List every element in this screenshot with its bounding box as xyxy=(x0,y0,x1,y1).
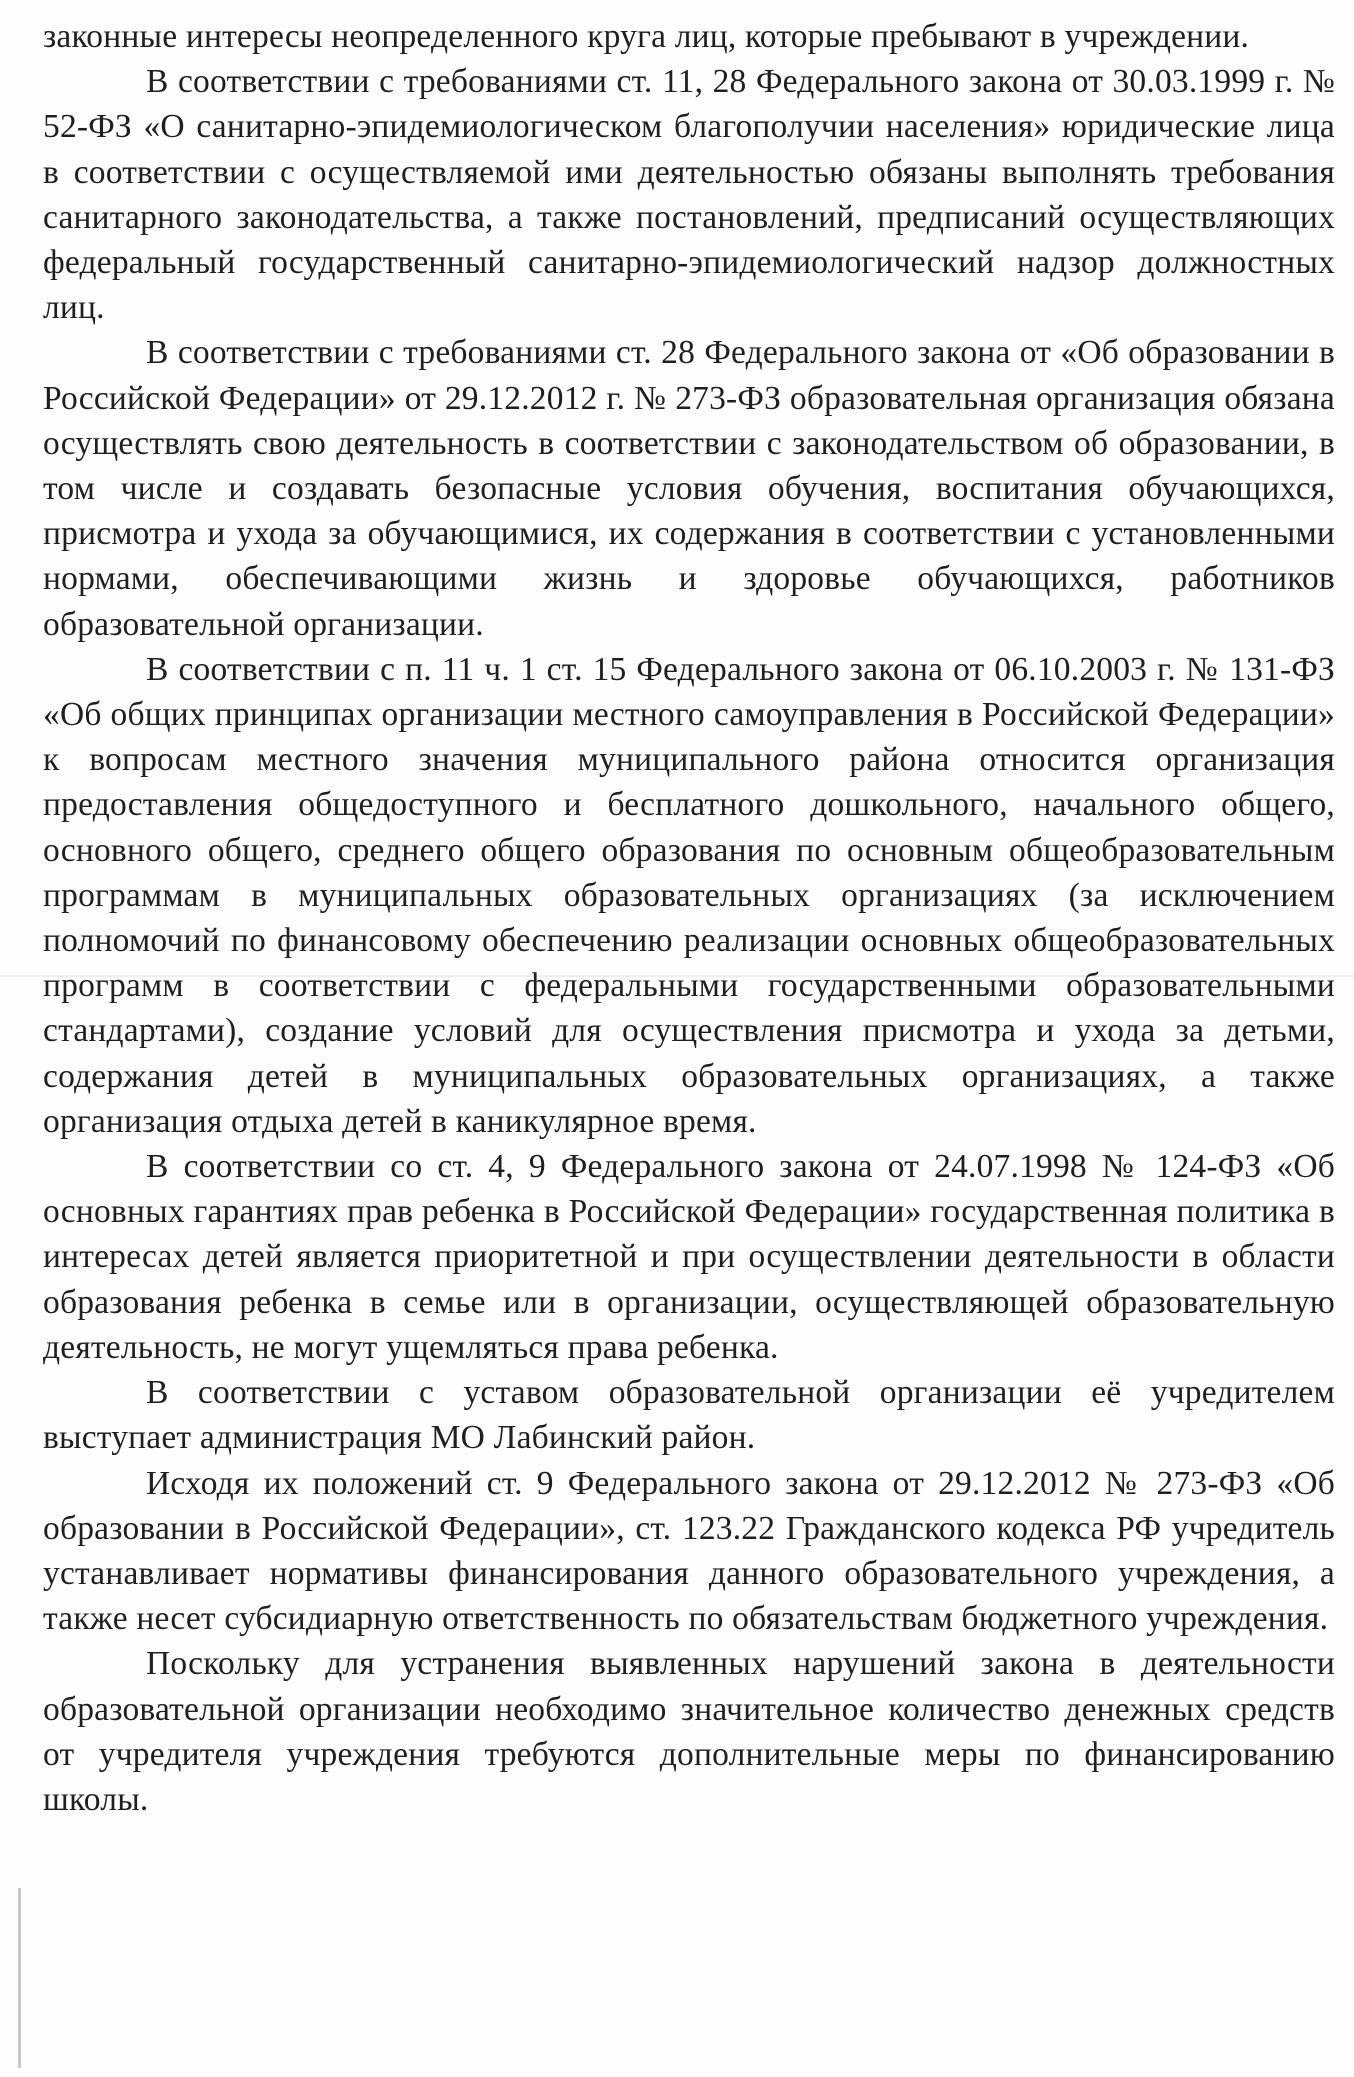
paragraph-financing-standards: Исходя их положений ст. 9 Федерального закона от 29.12.2012 № 273-ФЗ «Об образовании в Российской Федерации», ст. 123.22 Гражданского кодекса РФ учредитель устанавливает нормативы финансирования данного образовательного учреждения, а также несет субсидиарную ответственность по обязательствам бюджетного учреждения. xyxy=(43,1464,1335,1638)
paragraph-education-law: В соответствии с требованиями ст. 28 Федерального закона от «Об образовании в Российской Федерации» от 29.12.2012 г. № 273-ФЗ образовательная организация обязана осуществлять свою деятельность в соответствии с законодательством об образовании, в том числе и создавать безопасные условия обучения, воспитания обучающихся, присмотра и ухода за обучающимися, их содержания в соответствии с установленными нормами, обеспечивающими жизнь и здоровье обучающихся, работников образовательной организации. xyxy=(43,334,1335,643)
paragraph-conclusion: Поскольку для устранения выявленных нарушений закона в деятельности образовательной организации необходимо значительное количество денежных средств от учредителя учреждения требуются дополнительные меры по финансированию школы. xyxy=(43,1645,1335,1818)
scan-artifact-margin-mark xyxy=(18,1888,21,2068)
document-body xyxy=(43,14,1335,1822)
paragraph-founder: В соответствии с уставом образовательной организации её учредителем выступает администрация МО Лабинский район. xyxy=(43,1374,1335,1457)
paragraph-continuation: законные интересы неопределенного круга лиц, которые пребывают в учреждении. xyxy=(43,18,1250,55)
paragraph-child-rights-law: В соответствии со ст. 4, 9 Федерального закона от 24.07.1998 № 124-ФЗ «Об основных гарантиях прав ребенка в Российской Федерации» государственная политика в интересах детей является приоритетной и при осуществлении деятельности в области образования ребенка в семье или в организации, осуществляющей образовательную деятельность, не могут ущемляться права ребенка. xyxy=(43,1148,1335,1366)
paragraph-local-government-law: В соответствии с п. 11 ч. 1 ст. 15 Федерального закона от 06.10.2003 г. № 131-ФЗ «Об общих принципах организации местного самоуправления в Российской Федерации» к вопросам местного значения муниципального района относится организация предоставления общедоступного и бесплатного дошкольного, начального общего, основного общего, среднего общего образования по основным общеобразовательным программам в муниципальных образовательных организациях (за исключением полномочий по финансовому обеспечению реализации основных общеобразовательных программ в соответствии с федеральными государственными образовательными стандартами), создание условий для осуществления присмотра и ухода за детьми, содержания детей в муниципальных образовательных организациях, а также организация отдыха детей в каникулярное время. xyxy=(43,650,1335,1140)
paragraph-sanitary-law: В соответствии с требованиями ст. 11, 28 Федерального закона от 30.03.1999 г. № 52-ФЗ «О санитарно-эпидемиологическом благополучии населения» юридические лица в соответствии с осуществляемой ими деятельностью обязаны выполнять требования санитарного законодательства, а также постановлений, предписаний осуществляющих федеральный государственный санитарно-эпидемиологический надзор должностных лиц. xyxy=(43,63,1335,327)
